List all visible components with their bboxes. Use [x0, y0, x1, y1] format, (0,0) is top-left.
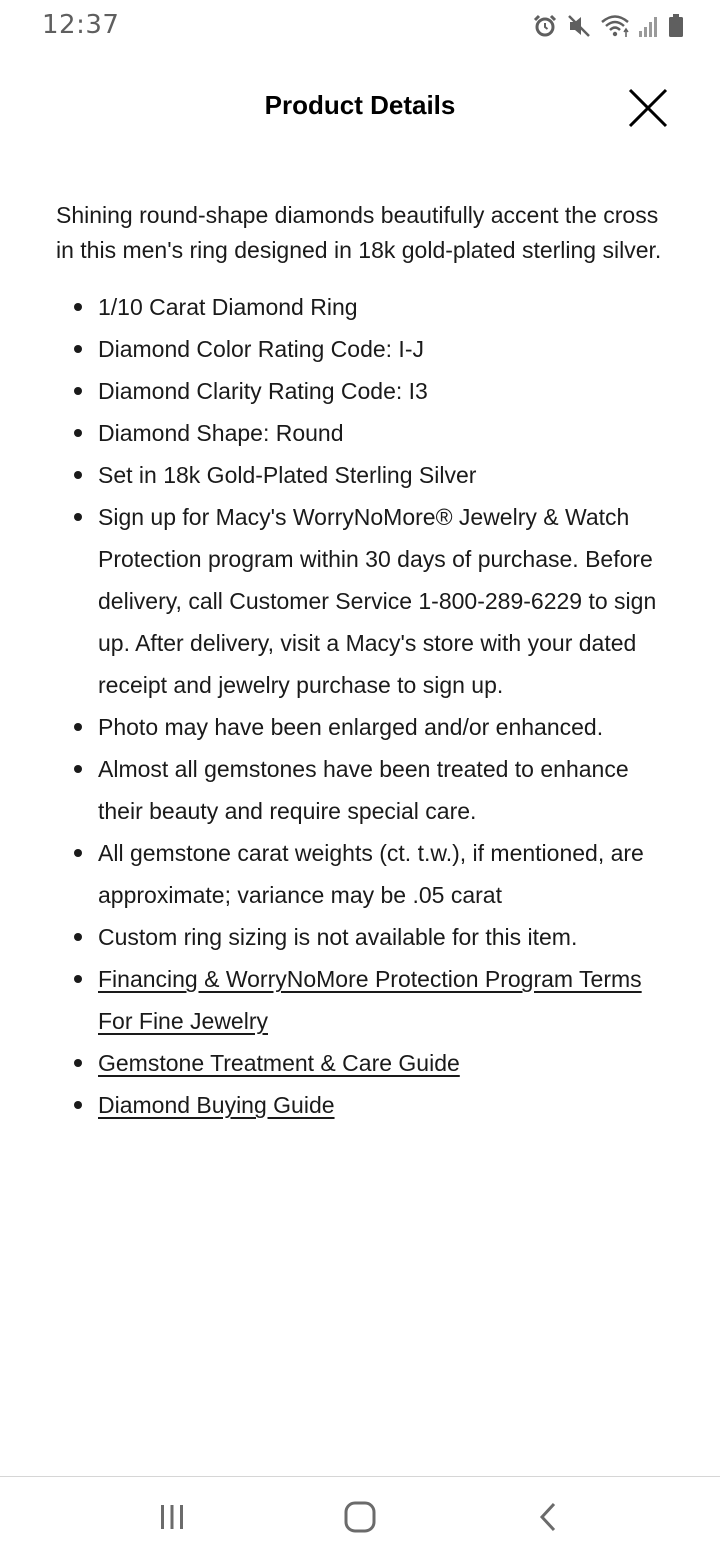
back-button[interactable]	[518, 1495, 578, 1539]
list-item	[56, 370, 666, 412]
bullet-dot	[74, 765, 82, 773]
list-item	[56, 916, 666, 958]
bullet-dot	[74, 849, 82, 857]
bullet-dot	[74, 513, 82, 521]
product-details-content	[56, 198, 666, 1126]
header	[0, 60, 720, 152]
list-item-text: Sign up for Macy's WorryNoMore® Jewelry & Watch Protection program within 30 days of purchase. Before delivery, call Customer Service 1-800-289-6229 to sign up. After delivery, visit a Macy's store with your dated receipt and jewelry purchase to sign up.	[98, 504, 657, 698]
signal-icon	[638, 13, 660, 39]
list-item-text: Diamond Color Rating Code: I-J	[98, 336, 424, 362]
bullet-dot	[74, 975, 82, 983]
home-icon	[343, 1500, 377, 1534]
list-item	[56, 454, 666, 496]
bullet-dot	[74, 723, 82, 731]
list-item-text: Almost all gemstones have been treated to enhance their beauty and require special care.	[98, 756, 629, 824]
mute-icon	[566, 13, 592, 39]
status-time: 12:37	[42, 10, 120, 40]
bullet-dot	[74, 429, 82, 437]
list-item	[56, 706, 666, 748]
list-item	[56, 496, 666, 706]
list-item-text: All gemstone carat weights (ct. t.w.), if mentioned, are approximate; variance may be .05 carat	[98, 840, 644, 908]
page-title: Product Details	[264, 90, 456, 120]
bullet-dot	[74, 471, 82, 479]
list-item-text: Custom ring sizing is not available for this item.	[98, 924, 578, 950]
home-button[interactable]	[330, 1495, 390, 1539]
list-item	[56, 328, 666, 370]
close-button[interactable]	[620, 80, 676, 136]
bullet-dot	[74, 1101, 82, 1109]
list-item	[56, 958, 666, 1042]
financing-terms-link[interactable]: Financing & WorryNoMore Protection Program Terms For Fine Jewelry	[98, 966, 642, 1034]
recent-apps-button[interactable]	[142, 1495, 202, 1539]
battery-icon	[668, 13, 684, 39]
list-item	[56, 286, 666, 328]
close-icon	[627, 87, 669, 129]
details-list	[56, 286, 666, 1126]
back-icon	[533, 1500, 563, 1534]
status-bar	[0, 0, 720, 52]
list-item-text: Diamond Shape: Round	[98, 420, 344, 446]
diamond-buying-guide-link[interactable]: Diamond Buying Guide	[98, 1092, 335, 1118]
bullet-dot	[74, 1059, 82, 1067]
system-nav-bar	[0, 1477, 720, 1560]
wifi-icon	[600, 13, 630, 39]
list-item-text: Diamond Clarity Rating Code: I3	[98, 378, 428, 404]
list-item	[56, 1084, 666, 1126]
alarm-icon	[532, 13, 558, 39]
gemstone-care-guide-link[interactable]: Gemstone Treatment & Care Guide	[98, 1050, 460, 1076]
list-item	[56, 748, 666, 832]
bullet-dot	[74, 933, 82, 941]
status-icons	[532, 12, 684, 40]
product-description: Shining round-shape diamonds beautifully accent the cross in this men's ring designed in 18k gold-plated sterling silver.	[56, 202, 662, 263]
bullet-dot	[74, 303, 82, 311]
list-item	[56, 832, 666, 916]
list-item-text: Photo may have been enlarged and/or enhanced.	[98, 714, 604, 740]
bullet-dot	[74, 387, 82, 395]
recent-apps-icon	[157, 1502, 187, 1532]
list-item-text: Set in 18k Gold-Plated Sterling Silver	[98, 462, 477, 488]
bullet-dot	[74, 345, 82, 353]
list-item-text: 1/10 Carat Diamond Ring	[98, 294, 358, 320]
list-item	[56, 1042, 666, 1084]
list-item	[56, 412, 666, 454]
